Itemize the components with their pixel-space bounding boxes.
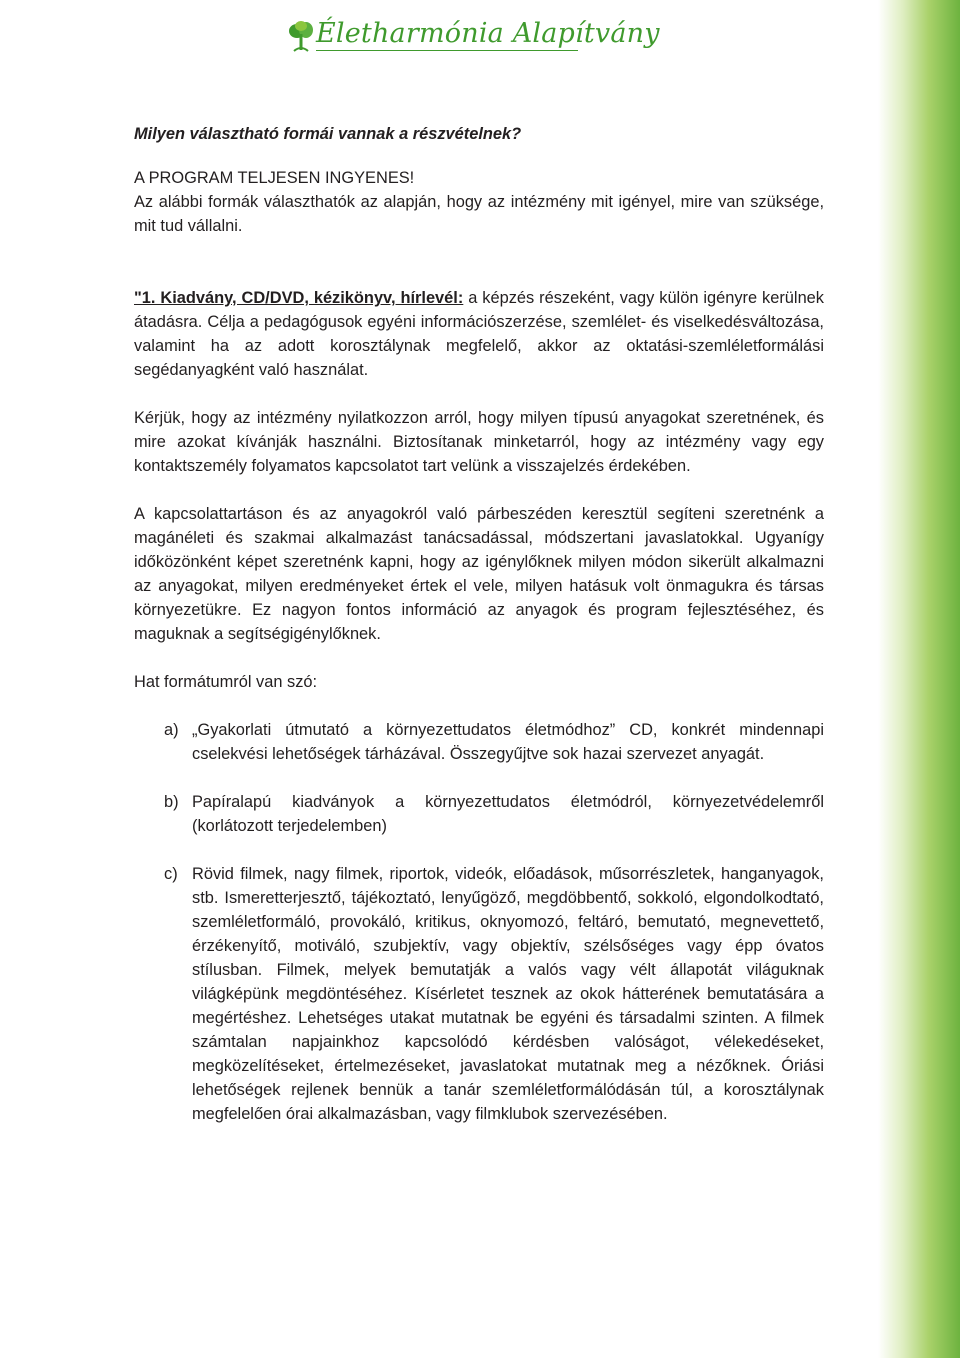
format-marker: b) xyxy=(164,793,179,811)
format-text: Papíralapú kiadványok a környezettudatos életmódról, környezetvédelemről (korlátozott terjedelemben) xyxy=(192,793,824,835)
format-text: „Gyakorlati útmutató a környezettudatos életmódhoz” CD, konkrét mindennapi cselekvési lehetőségek tárházával. Összegyűjtve sok hazai szervezet anyagát. xyxy=(192,721,824,763)
format-marker: a) xyxy=(164,721,179,739)
format-item-b xyxy=(134,790,824,838)
intro-paragraph: Az alábbi formák választhatók az alapján, hogy az intézmény mit igényel, mire van szüksége, mit tud vállalni. xyxy=(134,193,824,235)
format-item-c xyxy=(134,862,824,1126)
request-paragraph: Kérjük, hogy az intézmény nyilatkozzon arról, hogy milyen típusú anyagokat szeretnének, és mire azokat kívánják használni. Biztosítanak minketarról, hogy az intézmény vagy egy kontaktszemély folyamatos kapcsolatot tart velünk a visszajelzés érdekében. xyxy=(134,409,824,475)
format-text: Rövid filmek, nagy filmek, riportok, videók, előadások, műsorrészletek, hanganyagok, stb. Ismeretterjesztő, tájékoztató, lenyűgöző, megdöbbentő, sokkoló, elgondolkodtató, szemléletformáló, provokáló, kritikus, oknyomozó, feltáró, bemutató, megnevettető, érzékenyítő, motiváló, szubjektív, vagy objektív, szélsőséges vagy épp óvatos stílusban. Filmek, melyek bemutatják a valós vagy vélt állapotát világuknak világképünk megdöntéséhez. Kísérletet tesznek az okok hátterének bemutatására a megértéshez. Lehetséges utakat mutatnak be egyéni és társadalmi szinten. A filmek számtalan napjainkhoz kapcsolódó kérdésben valóságot, vélekedéseket, megközelítéseket, értelmezéseket, javaslatokat mutatnak meg a nézőknek. Óriási lehetőségek rejlenek bennük a tanár szemléletformálódásán túl, a korosztálynak megfelelően órai alkalmazásban, vagy filmklubok szervezésében. xyxy=(192,865,824,1123)
question-heading: Milyen választható formái vannak a részvételnek? xyxy=(134,125,522,143)
document-body xyxy=(134,122,824,1126)
format-item-a xyxy=(134,718,824,766)
tree-leaf-icon xyxy=(288,21,314,53)
item1-lead: "1. Kiadvány, CD/DVD, kézikönyv, hírlevél: xyxy=(134,289,464,307)
item1-text: a képzés részeként, vagy külön igényre kerülnek átadásra. Célja a pedagógusok egyéni információszerzése, szemlélet- és viselkedésváltozása, valamint ha az adott korosztálynak megfelelő, akkor az oktatási-szemléletformálási segédanyagként való használat. xyxy=(134,289,824,379)
program-free-line: A PROGRAM TELJESEN INGYENES! xyxy=(134,169,415,187)
item1-paragraph xyxy=(134,286,824,382)
formats-title: Hat formátumról van szó: xyxy=(134,673,318,691)
decorative-green-band xyxy=(878,0,960,1358)
logo-underline xyxy=(316,50,578,51)
logo-text: Életharmónia Alapítvány xyxy=(316,18,660,49)
contact-paragraph: A kapcsolattartáson és az anyagokról való párbeszéden keresztül segíteni szeretnénk a magánéleti és szakmai alkalmazást tanácsadással, módszertani javaslatokkal. Ugyanígy időközönként képet szeretnénk kapni, hogy az igénylőknek milyen módon sikerült alkalmazni az anyagokat, milyen eredményeket értek el vele, milyen hatásuk volt önmagukra és társas környezetükre. Ez nagyon fontos információ az anyagok és program fejlesztéséhez, és maguknak a segítségigénylőknek. xyxy=(134,505,824,643)
format-marker: c) xyxy=(164,865,178,883)
